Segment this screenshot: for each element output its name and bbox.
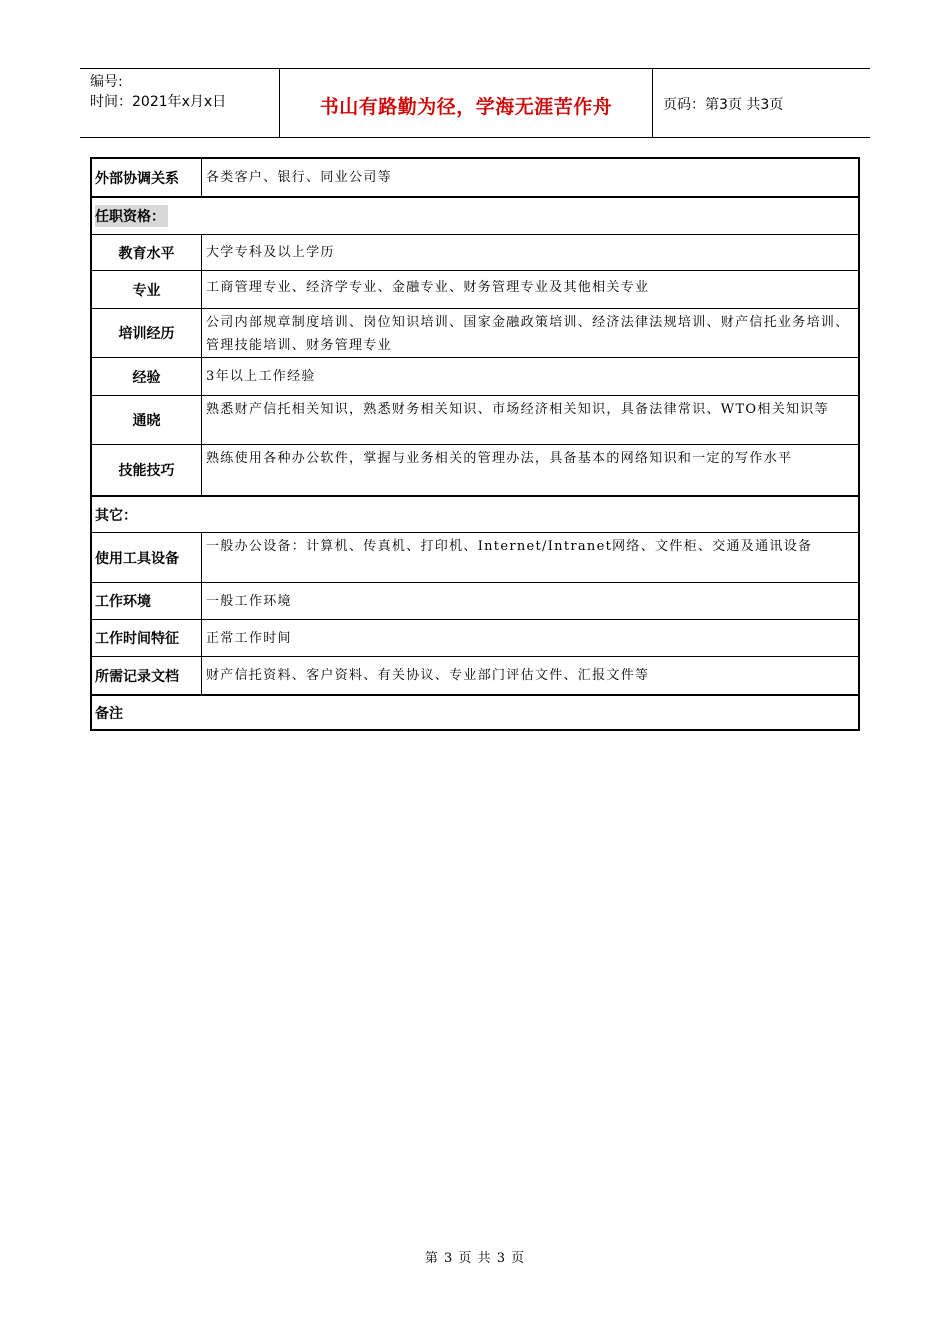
table-row <box>92 619 858 656</box>
document-number: 编号: <box>90 74 123 90</box>
table-row <box>92 308 858 357</box>
row-value: 3年以上工作经验 <box>206 369 316 384</box>
section-title <box>92 198 858 234</box>
row-label: 技能技巧 <box>92 445 202 495</box>
row-value: 工商管理专业、经济学专业、金融专业、财务管理专业及其他相关专业 <box>206 280 650 295</box>
section-row <box>92 694 858 729</box>
section-row <box>92 495 858 532</box>
table-row <box>92 159 858 196</box>
table-row <box>92 395 858 444</box>
row-value: 公司内部规章制度培训、岗位知识培训、国家金融政策培训、经济法律法规培训、财产信托业务培训、管理技能培训、财务管理专业 <box>206 315 850 353</box>
table-row <box>92 532 858 582</box>
row-label: 外部协调关系 <box>92 159 202 196</box>
row-label: 使用工具设备 <box>92 533 202 582</box>
document-time: 时间：2021年x月x日 <box>90 94 227 110</box>
table-row <box>92 582 858 619</box>
page-footer: 第 3 页 共 3 页 <box>424 1251 526 1266</box>
section-title: 其它： <box>95 507 137 524</box>
table-row <box>92 357 858 395</box>
row-label: 培训经历 <box>92 309 202 357</box>
row-value: 大学专科及以上学历 <box>206 245 335 260</box>
row-value: 正常工作时间 <box>206 630 292 646</box>
row-label: 专业 <box>92 271 202 308</box>
row-value: 财产信托资料、客户资料、有关协议、专业部门评估文件、汇报文件等 <box>206 668 650 683</box>
job-description-table <box>90 157 860 731</box>
row-label: 教育水平 <box>92 235 202 270</box>
row-label: 所需记录文档 <box>92 657 202 694</box>
row-value: 熟悉财产信托相关知识，熟悉财务相关知识、市场经济相关知识，具备法律常识、WTO相关知识等 <box>206 402 829 417</box>
qualifications-title: 任职资格： <box>95 205 168 227</box>
row-value: 一般工作环境 <box>206 593 292 609</box>
section-row <box>92 196 858 234</box>
table-row <box>92 656 858 694</box>
table-row <box>92 234 858 270</box>
table-row <box>92 444 858 495</box>
page-header <box>80 68 870 138</box>
header-motto: 书山有路勤为径，学海无涯苦作舟 <box>280 69 653 137</box>
row-label: 通晓 <box>92 396 202 444</box>
row-label: 工作环境 <box>92 583 202 619</box>
row-value: 熟练使用各种办公软件，掌握与业务相关的管理办法，具备基本的网络知识和一定的写作水平 <box>206 451 793 466</box>
row-label: 经验 <box>92 358 202 395</box>
table-row <box>92 270 858 308</box>
row-value: 一般办公设备：计算机、传真机、打印机、Internet/Intranet网络、文件柜、交通及通讯设备 <box>206 539 813 554</box>
remarks-label: 备注 <box>95 705 123 722</box>
header-meta <box>80 69 280 137</box>
header-page-info: 页码：第3页 共3页 <box>663 97 784 113</box>
row-value: 各类客户、银行、同业公司等 <box>206 170 392 185</box>
row-label: 工作时间特征 <box>92 620 202 656</box>
